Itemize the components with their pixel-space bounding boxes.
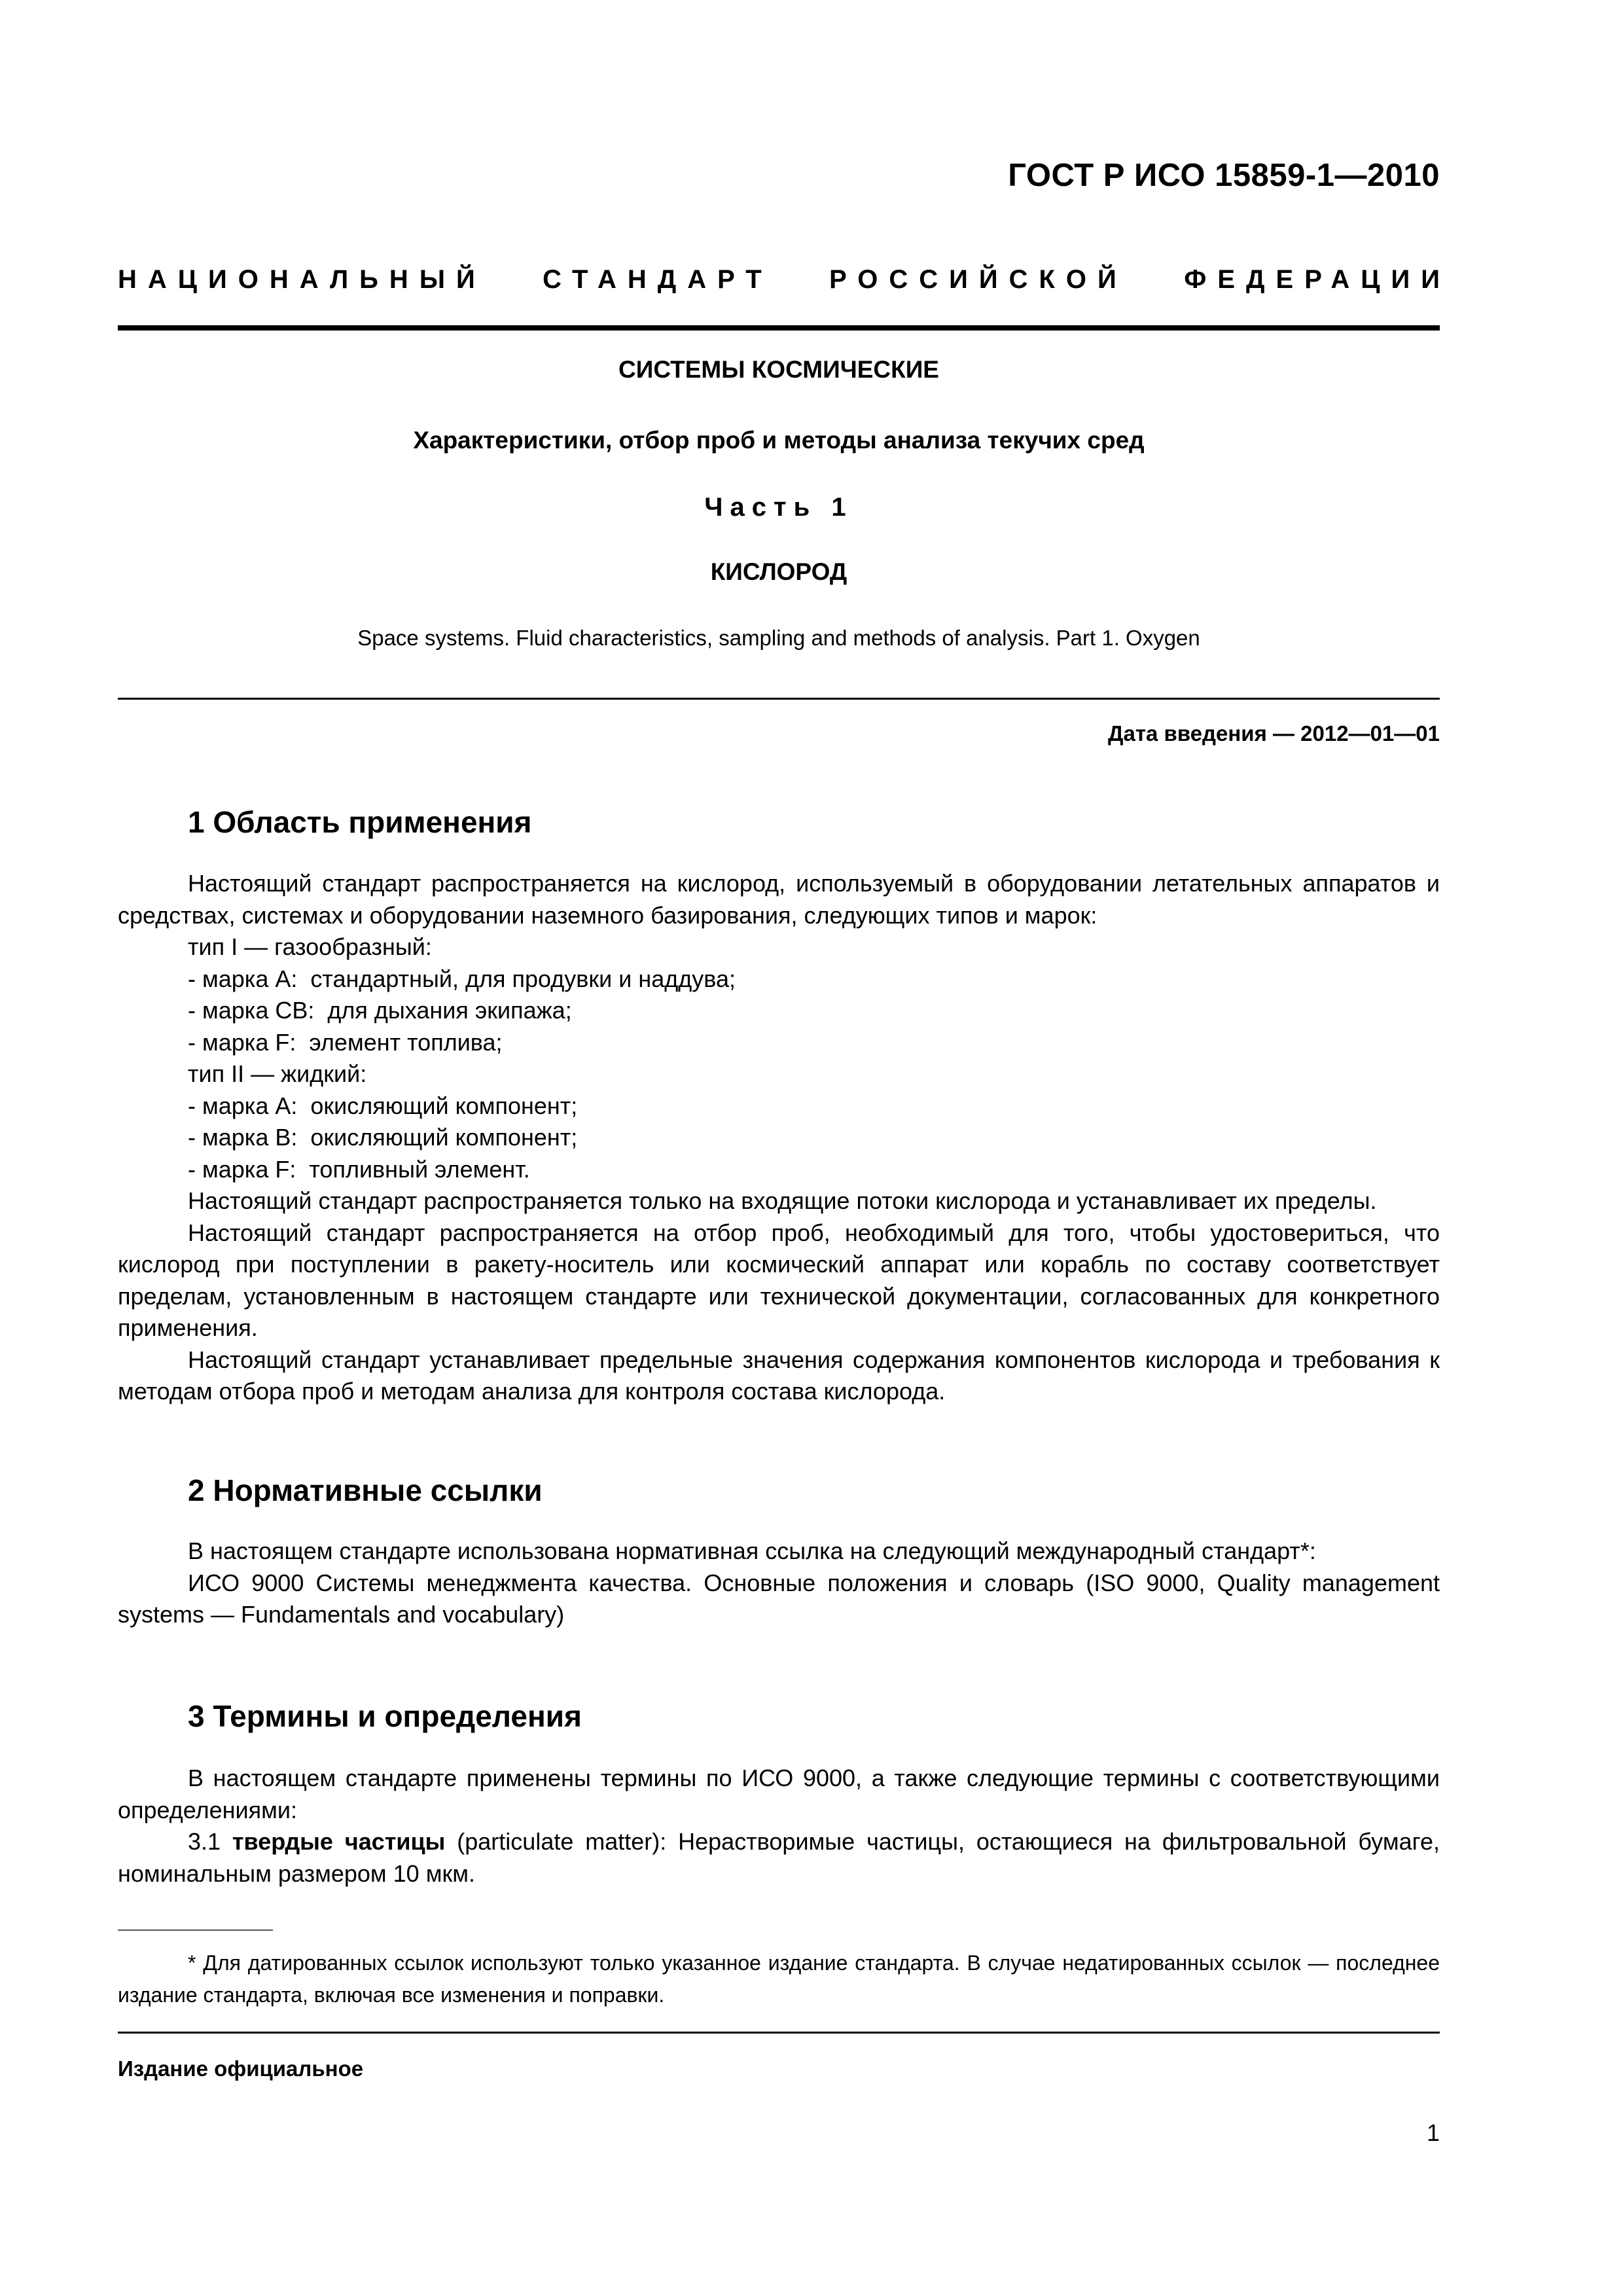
list-item: - марка CB: для дыхания экипажа; [188,997,572,1024]
banner-word: СТАНДАРТ [543,265,773,294]
paragraph: В настоящем стандарте применены термины по ИСО 9000, а также следующие термины с соответствующими определениями: [118,1765,1440,1823]
edition-label: Издание официальное [118,2056,364,2081]
banner-word: ФЕДЕРАЦИИ [1184,265,1451,294]
term-text: (particulate matter): Нерастворимые частицы, остающиеся на фильтровальной бумаге, номинальным размером 10 мкм. [118,1828,1440,1887]
paragraph: Настоящий стандарт распространяется на отбор проб, необходимый для того, чтобы удостовериться, что кислород при поступлении в ракету-носитель или космический аппарат или корабль по составу соответствует пределам, установленным в настоящем стандарте или технической документации, согласованных для конкретного применения. [118,1219,1440,1341]
footnote [118,1947,1440,2011]
paragraph: Настоящий стандарт распространяется только на входящие потоки кислорода и устанавливает их пределы. [188,1187,1377,1214]
page-number: 1 [1426,2119,1440,2146]
list-item: - марка B: окисляющий компонент; [188,1124,578,1151]
footnote-divider [118,1929,273,1931]
document-code: ГОСТ Р ИСО 15859-1—2010 [1008,158,1440,193]
section-3-heading: 3 Термины и определения [188,1699,582,1733]
title-divider [118,698,1440,700]
banner-word: РОССИЙСКОЙ [829,265,1128,294]
term: твердые частицы [232,1828,446,1855]
footnote-text: * Для датированных ссылок используют только указанное издание стандарта. В случае недатированных ссылок — последнее издание стандарта, включая все изменения и поправки. [118,1951,1440,2007]
header-divider [118,325,1440,331]
term-number: 3.1 [188,1828,232,1855]
section-1-body [118,868,1440,1408]
section-3-body [118,1763,1440,1890]
reference-entry: ИСО 9000 Системы менеджмента качества. Основные положения и словарь (ISO 9000, Quality management systems — Fundamentals and vocabulary) [118,1569,1440,1628]
footer-divider [118,2032,1440,2034]
document-subtitle: Характеристики, отбор проб и методы анализа текучих сред [413,427,1145,454]
section-2-body [118,1535,1440,1631]
document-title: СИСТЕМЫ КОСМИЧЕСКИЕ [618,356,939,383]
paragraph: Настоящий стандарт устанавливает предельные значения содержания компонентов кислорода и требования к методам отбора проб и методам анализа для контроля состава кислорода. [118,1346,1440,1405]
list-item: - марка F: топливный элемент. [188,1155,530,1183]
list-item: - марка A: стандартный, для продувки и наддува; [188,965,736,992]
paragraph: Настоящий стандарт распространяется на кислород, используемый в оборудовании летательных аппаратов и средствах, системах и оборудовании наземного базирования, следующих типов и марок: [118,870,1440,929]
national-standard-banner [118,265,1451,295]
section-1-heading: 1 Область применения [188,805,532,839]
type-label: тип I — газообразный: [188,933,432,960]
list-item: - марка F: элемент топлива; [188,1028,503,1056]
english-title: Space systems. Fluid characteristics, sampling and methods of analysis. Part 1. Oxygen [357,626,1200,650]
introduction-date: Дата введения — 2012—01—01 [1108,721,1440,745]
paragraph: В настоящем стандарте использована нормативная ссылка на следующий международный стандарт*: [188,1537,1316,1564]
part-label: Часть 1 [704,493,853,522]
list-item: - марка A: окисляющий компонент; [188,1092,578,1119]
section-2-heading: 2 Нормативные ссылки [188,1473,543,1507]
banner-word: НАЦИОНАЛЬНЫЙ [118,265,486,294]
term-definition [118,1826,1440,1890]
type-label: тип II — жидкий: [188,1060,367,1087]
part-name: КИСЛОРОД [710,558,847,585]
